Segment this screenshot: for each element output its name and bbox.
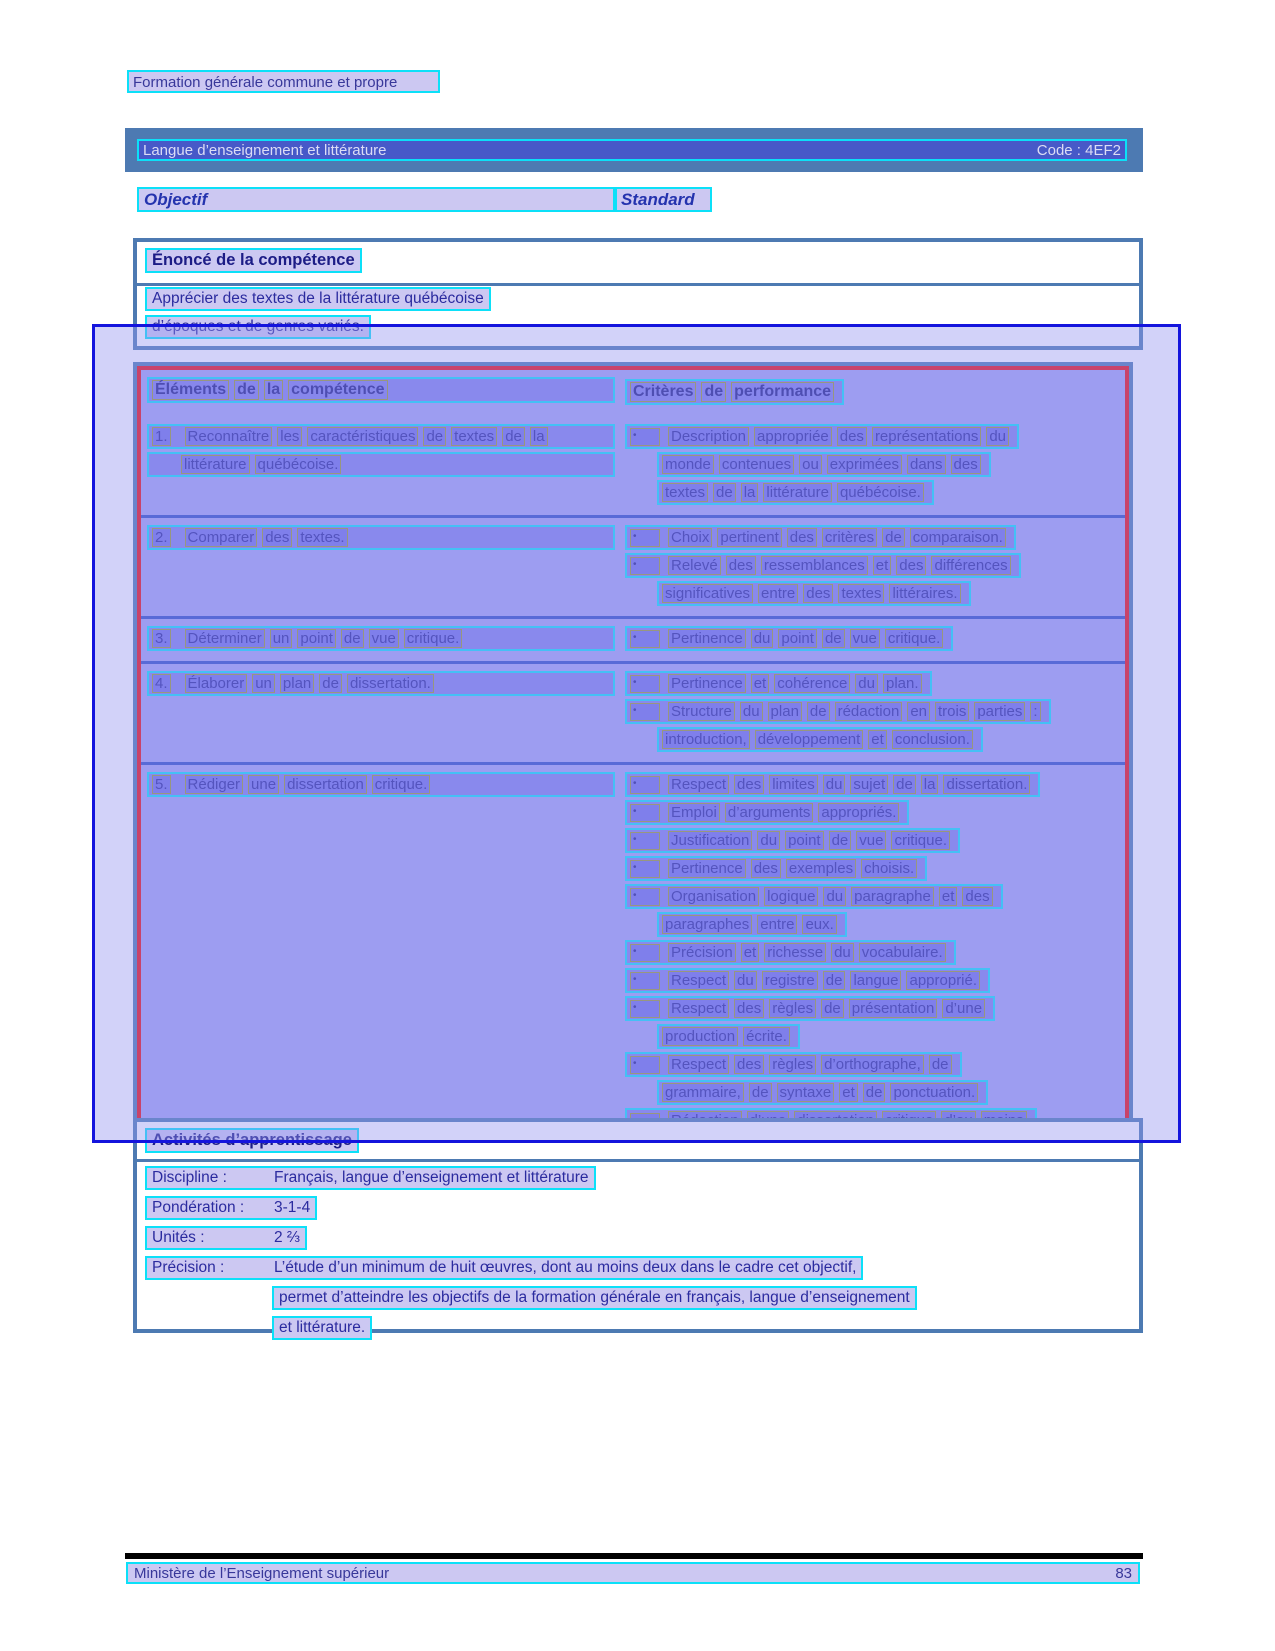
criterion-line [625,772,1040,797]
bullet-icon: • [630,860,660,878]
word: Justification [668,831,752,850]
word: de [929,1055,952,1074]
word: plan. [883,674,922,693]
word: trois [935,702,969,721]
word: des [837,427,867,446]
field-label: Précision : [152,1259,225,1276]
word: de [821,999,844,1018]
field-value: 2 ⅔ [274,1229,300,1246]
word: choisis. [861,859,917,878]
word: Déterminer [185,629,265,648]
objectif-heading: Objectif [137,187,615,212]
word: différences [931,556,1010,575]
word: Respect [668,999,729,1018]
field-line [145,1256,863,1280]
criterion-line [657,452,991,477]
word: conclusion. [892,730,973,749]
criterion-line [625,968,990,993]
table-row [141,515,1125,616]
field-line [145,1196,317,1220]
word: Respect [668,775,729,794]
word: de [882,528,905,547]
word: paragraphe [851,887,934,906]
word: du [757,831,780,850]
word: Comparer [185,528,258,547]
word: de [829,831,852,850]
element-line [147,424,615,449]
word: et [839,1083,858,1102]
element-cell [147,626,615,654]
word: plan [768,702,802,721]
word: des [262,528,292,547]
criterion-line [625,553,1021,578]
word: registre [762,971,818,990]
word: Rédiger [185,775,244,794]
table-row [141,762,1125,1171]
table-header-row [141,370,1125,417]
title-bar [125,128,1143,172]
bullet-icon: • [630,972,660,990]
enonce-lines [145,287,1131,339]
word: rédaction [835,702,903,721]
criterion-line [657,1080,988,1105]
criterion-line [657,727,983,752]
bullet-icon: • [630,557,660,575]
field-value: 3-1-4 [274,1199,311,1216]
word: règles [769,999,816,1018]
enonce-line: Apprécier des textes de la littérature québécoise [145,287,491,311]
activites-heading: Activités d’apprentissage [145,1128,359,1153]
word: performance [731,382,834,402]
word: textes [838,584,884,603]
word: des [726,556,756,575]
word: Critères [630,382,696,402]
word: Respect [668,1055,729,1074]
word: règles [769,1055,816,1074]
element-cell [147,424,615,480]
criteria-cell [625,525,1119,606]
word: des [734,1055,764,1074]
word: d’arguments [725,803,814,822]
word: vue [856,831,886,850]
word: d’orthographe, [821,1055,924,1074]
title-bar-highlight [137,139,1127,161]
word: du [986,427,1009,446]
word: de [423,427,446,446]
word: du [740,702,763,721]
element-cell [147,671,615,699]
word: dans [907,455,946,474]
word: vue [850,629,880,648]
word: dissertation. [347,674,434,693]
word: critères [822,528,877,547]
course-code: Code : 4EF2 [1036,141,1121,159]
word: significatives [662,584,753,603]
word: développement [755,730,864,749]
word: un [270,629,293,648]
word: Reconnaître [185,427,273,446]
field-label: Unités : [152,1229,205,1246]
criterion-line [657,581,971,606]
word: de [502,427,525,446]
word: point [297,629,336,648]
activites-inner [137,1122,1139,1336]
word: textes [662,483,708,502]
field-value: Français, langue d’enseignement et littérature [274,1169,589,1186]
word: critique. [372,775,431,794]
word: richesse [764,943,826,962]
word: appropriés. [818,803,899,822]
word: littéraires. [889,584,960,603]
word: vocabulaire. [859,943,946,962]
word: présentation [849,999,938,1018]
word: vue [369,629,399,648]
word: 4. [152,674,171,693]
element-cell [147,525,615,553]
bullet-icon: • [630,832,660,850]
word: des [787,528,817,547]
word: québécoise. [255,455,342,474]
word: 1. [152,427,171,446]
word: pertinent [717,528,781,547]
word: critique. [885,629,944,648]
word: ou [799,455,822,474]
criteres-header [625,379,844,405]
criterion-line [625,940,956,965]
word: caractéristiques [307,427,418,446]
field-value: L’étude d’un minimum de huit œuvres, dont au moins deux dans le cadre cet objectif, [274,1259,857,1276]
footer-ministry: Ministère de l’Enseignement supérieur [134,1564,390,1582]
criteria-cell [625,626,1119,651]
word: Relevé [668,556,721,575]
field-line [145,1226,307,1250]
word: la [921,775,939,794]
element-line [147,525,615,550]
element-line [147,626,615,651]
enonce-line: d’époques et de genres variés. [145,315,371,339]
word: point [785,831,824,850]
word: ponctuation. [890,1083,978,1102]
bullet-icon: • [630,804,660,822]
criterion-line [625,884,1003,909]
field-value: et littérature. [279,1319,366,1336]
word: appropriée [754,427,832,446]
word: Structure [668,702,735,721]
word: exemples [786,859,856,878]
criterion-line [657,1024,800,1049]
field-label: Pondération : [152,1199,245,1216]
element-line [147,452,615,477]
bullet-icon: • [630,675,660,693]
word: du [831,943,854,962]
bullet-icon: • [630,1000,660,1018]
word: Pertinence [668,629,746,648]
activites-separator [137,1159,1139,1162]
criterion-line [625,1052,962,1077]
word: 2. [152,528,171,547]
word: et [751,674,770,693]
word: logique [764,887,818,906]
criterion-line [625,699,1051,724]
criterion-line [625,626,953,651]
word: québécoise. [837,483,924,502]
word: grammaire, [662,1083,744,1102]
word: approprié. [906,971,980,990]
word: de [822,629,845,648]
word: monde [662,455,714,474]
bullet-icon: • [630,888,660,906]
criterion-line [625,856,927,881]
word: de [341,629,364,648]
word: de [893,775,916,794]
competence-table [137,366,1129,1249]
word: et [939,887,958,906]
elements-header [147,377,615,403]
criterion-line [657,480,934,505]
criterion-line [625,671,932,696]
word: de [823,971,846,990]
word: Pertinence [668,674,746,693]
criterion-line [625,424,1019,449]
word: Pertinence [668,859,746,878]
word: cohérence [774,674,850,693]
word: eux. [802,915,836,934]
word: des [751,859,781,878]
criterion-line [625,828,960,853]
word: dissertation [284,775,367,794]
field-value: permet d’atteindre les objectifs de la formation générale en français, langue d’enseignement [279,1289,910,1306]
word: des [803,584,833,603]
criterion-line [625,525,1016,550]
word: introduction, [662,730,750,749]
word: et [741,943,760,962]
elements-header-cell [147,377,615,406]
criteria-cell [625,424,1119,505]
word: textes. [297,528,347,547]
word: en [907,702,930,721]
word: entre [757,915,797,934]
table-row [141,616,1125,661]
enonce-heading: Énoncé de la compétence [145,248,362,273]
word: critique. [891,831,950,850]
word: Éléments [152,380,229,400]
word: des [734,775,764,794]
word: Précision [668,943,736,962]
word: littérature [763,483,832,502]
word: des [962,887,992,906]
field-line [272,1316,372,1340]
bullet-icon: • [630,529,660,547]
word: Organisation [668,887,759,906]
word: littérature [181,455,250,474]
word: 3. [152,629,171,648]
word: Respect [668,971,729,990]
word: Emploi [668,803,720,822]
element-line [147,671,615,696]
activites-section [133,1118,1143,1336]
course-title: Langue d’enseignement et littérature [143,141,387,159]
bullet-icon: • [630,703,660,721]
word: de [863,1083,886,1102]
criterion-line [657,912,847,937]
word: des [734,999,764,1018]
bullet-icon: • [630,944,660,962]
word: parties [974,702,1025,721]
word: de [713,483,736,502]
word: des [896,556,926,575]
footer [126,1562,1140,1584]
word: la [264,380,283,400]
word: paragraphes [662,915,752,934]
word: ressemblances [761,556,868,575]
word: de [749,1083,772,1102]
criterion-line [625,996,995,1021]
word: de [234,380,259,400]
word: et [873,556,892,575]
word: une [248,775,279,794]
bullet-icon: • [630,1056,660,1074]
word: syntaxe [777,1083,835,1102]
bullet-icon: • [630,428,660,446]
word: du [855,674,878,693]
word: de [319,674,342,693]
footer-rule [125,1553,1143,1559]
enonce-separator [137,283,1139,286]
word: Choix [668,528,712,547]
word: du [823,775,846,794]
word: du [823,887,846,906]
word: du [751,629,774,648]
criterion-line [625,800,909,825]
element-line [147,772,615,797]
word: limites [769,775,818,794]
word: écrite. [743,1027,790,1046]
word: entre [758,584,798,603]
criteria-cell [625,772,1119,1161]
word: un [252,674,275,693]
element-cell [147,772,615,800]
word: et [868,730,887,749]
word: dissertation. [943,775,1030,794]
word: compétence [288,380,387,400]
word: sujet [850,775,888,794]
enonce-inner [137,242,1139,346]
word: contenues [719,455,794,474]
word: plan [280,674,314,693]
word: langue [850,971,901,990]
word: Élaborer [185,674,248,693]
field-label: Discipline : [152,1169,227,1186]
criteria-cell [625,671,1119,752]
word: la [530,427,548,446]
word: de [701,382,726,402]
word: du [734,971,757,990]
word: exprimées [827,455,902,474]
bullet-icon: • [630,776,660,794]
word: les [277,427,302,446]
word: 5. [152,775,171,794]
word: production [662,1027,738,1046]
page-number: 83 [1115,1564,1132,1582]
activites-fields [145,1166,1131,1340]
field-line [145,1166,596,1190]
enonce-section [133,238,1143,350]
standard-heading: Standard [615,187,712,212]
field-line [272,1286,917,1310]
bullet-icon: • [630,630,660,648]
word: des [951,455,981,474]
objectif-standard-row [137,187,712,212]
word: comparaison. [910,528,1006,547]
table-row [141,661,1125,762]
word: d’une [942,999,985,1018]
criteres-header-cell [625,379,1119,405]
word: critique. [404,629,463,648]
table-row [141,417,1125,515]
page-top-label: Formation générale commune et propre [127,70,440,93]
word: textes [451,427,497,446]
word: Description [668,427,749,446]
word: la [741,483,759,502]
word: : [1030,702,1040,721]
word: de [807,702,830,721]
word: point [778,629,817,648]
word: représentations [872,427,981,446]
